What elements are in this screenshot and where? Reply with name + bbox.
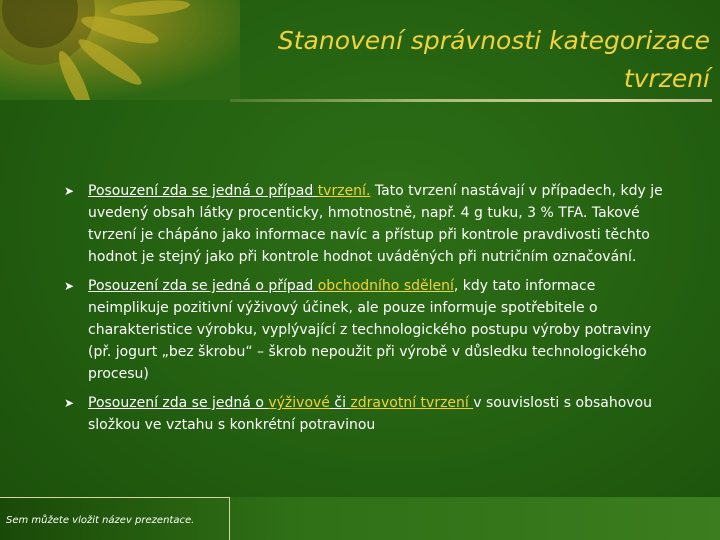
- bullet-1-prefix: Posouzení zda se jedná o případ: [88, 183, 318, 199]
- bullet-1-highlight: tvrzení.: [317, 183, 371, 199]
- sunflower-image: [0, 0, 240, 100]
- bullet-2-highlight: obchodního sdělení: [317, 278, 454, 294]
- bullet-3-highlight-2: zdravotní tvrzení: [350, 395, 474, 411]
- bullet-3-text: v souvislosti s obsahovou složkou ve vztahu s konkrétní potravinou: [88, 395, 652, 433]
- bullet-2-text: , kdy tato informace neimplikuje pozitivní výživový účinek, ale pouze informuje spotřebitele o charakteristice výrobku, vyplývající z technologického postupu výroby potraviny (př. jogurt „bez škrobu“ – škrob nepoužit při výrobě v důsledku technologického procesu): [88, 278, 652, 382]
- bullet-3-middle: či: [329, 395, 351, 411]
- bullet-2-prefix: Posouzení zda se jedná o případ: [88, 278, 318, 294]
- arrowhead-bullet-icon: ➤: [64, 279, 75, 293]
- footer-presentation-name: Sem můžete vložit název prezentace.: [6, 515, 195, 526]
- bullet-item-1: [64, 180, 664, 268]
- title-divider: [230, 99, 712, 102]
- bullet-3-prefix: Posouzení zda se jedná o: [88, 395, 269, 411]
- title-container: [235, 22, 710, 98]
- bullet-item-2: [64, 275, 664, 385]
- arrowhead-bullet-icon: ➤: [64, 184, 75, 198]
- bullet-item-3: [64, 392, 664, 436]
- arrowhead-bullet-icon: ➤: [64, 396, 75, 410]
- bullet-3-highlight: výživové: [268, 395, 330, 411]
- slide-title: Stanovení správnosti kategorizace tvrzení: [277, 26, 710, 93]
- bullet-list: [64, 180, 664, 443]
- bullet-1-text: Tato tvrzení nastávají v případech, kdy je uvedený obsah látky procenticky, hmotnostně, např. 4 g tuku, 3 % TFA. Takové tvrzení je chápáno jako informace navíc a přístup při kontrole pravdivosti těchto hodnot je stejný jako při kontrole hodnot uváděných při nutričním označování.: [88, 183, 663, 265]
